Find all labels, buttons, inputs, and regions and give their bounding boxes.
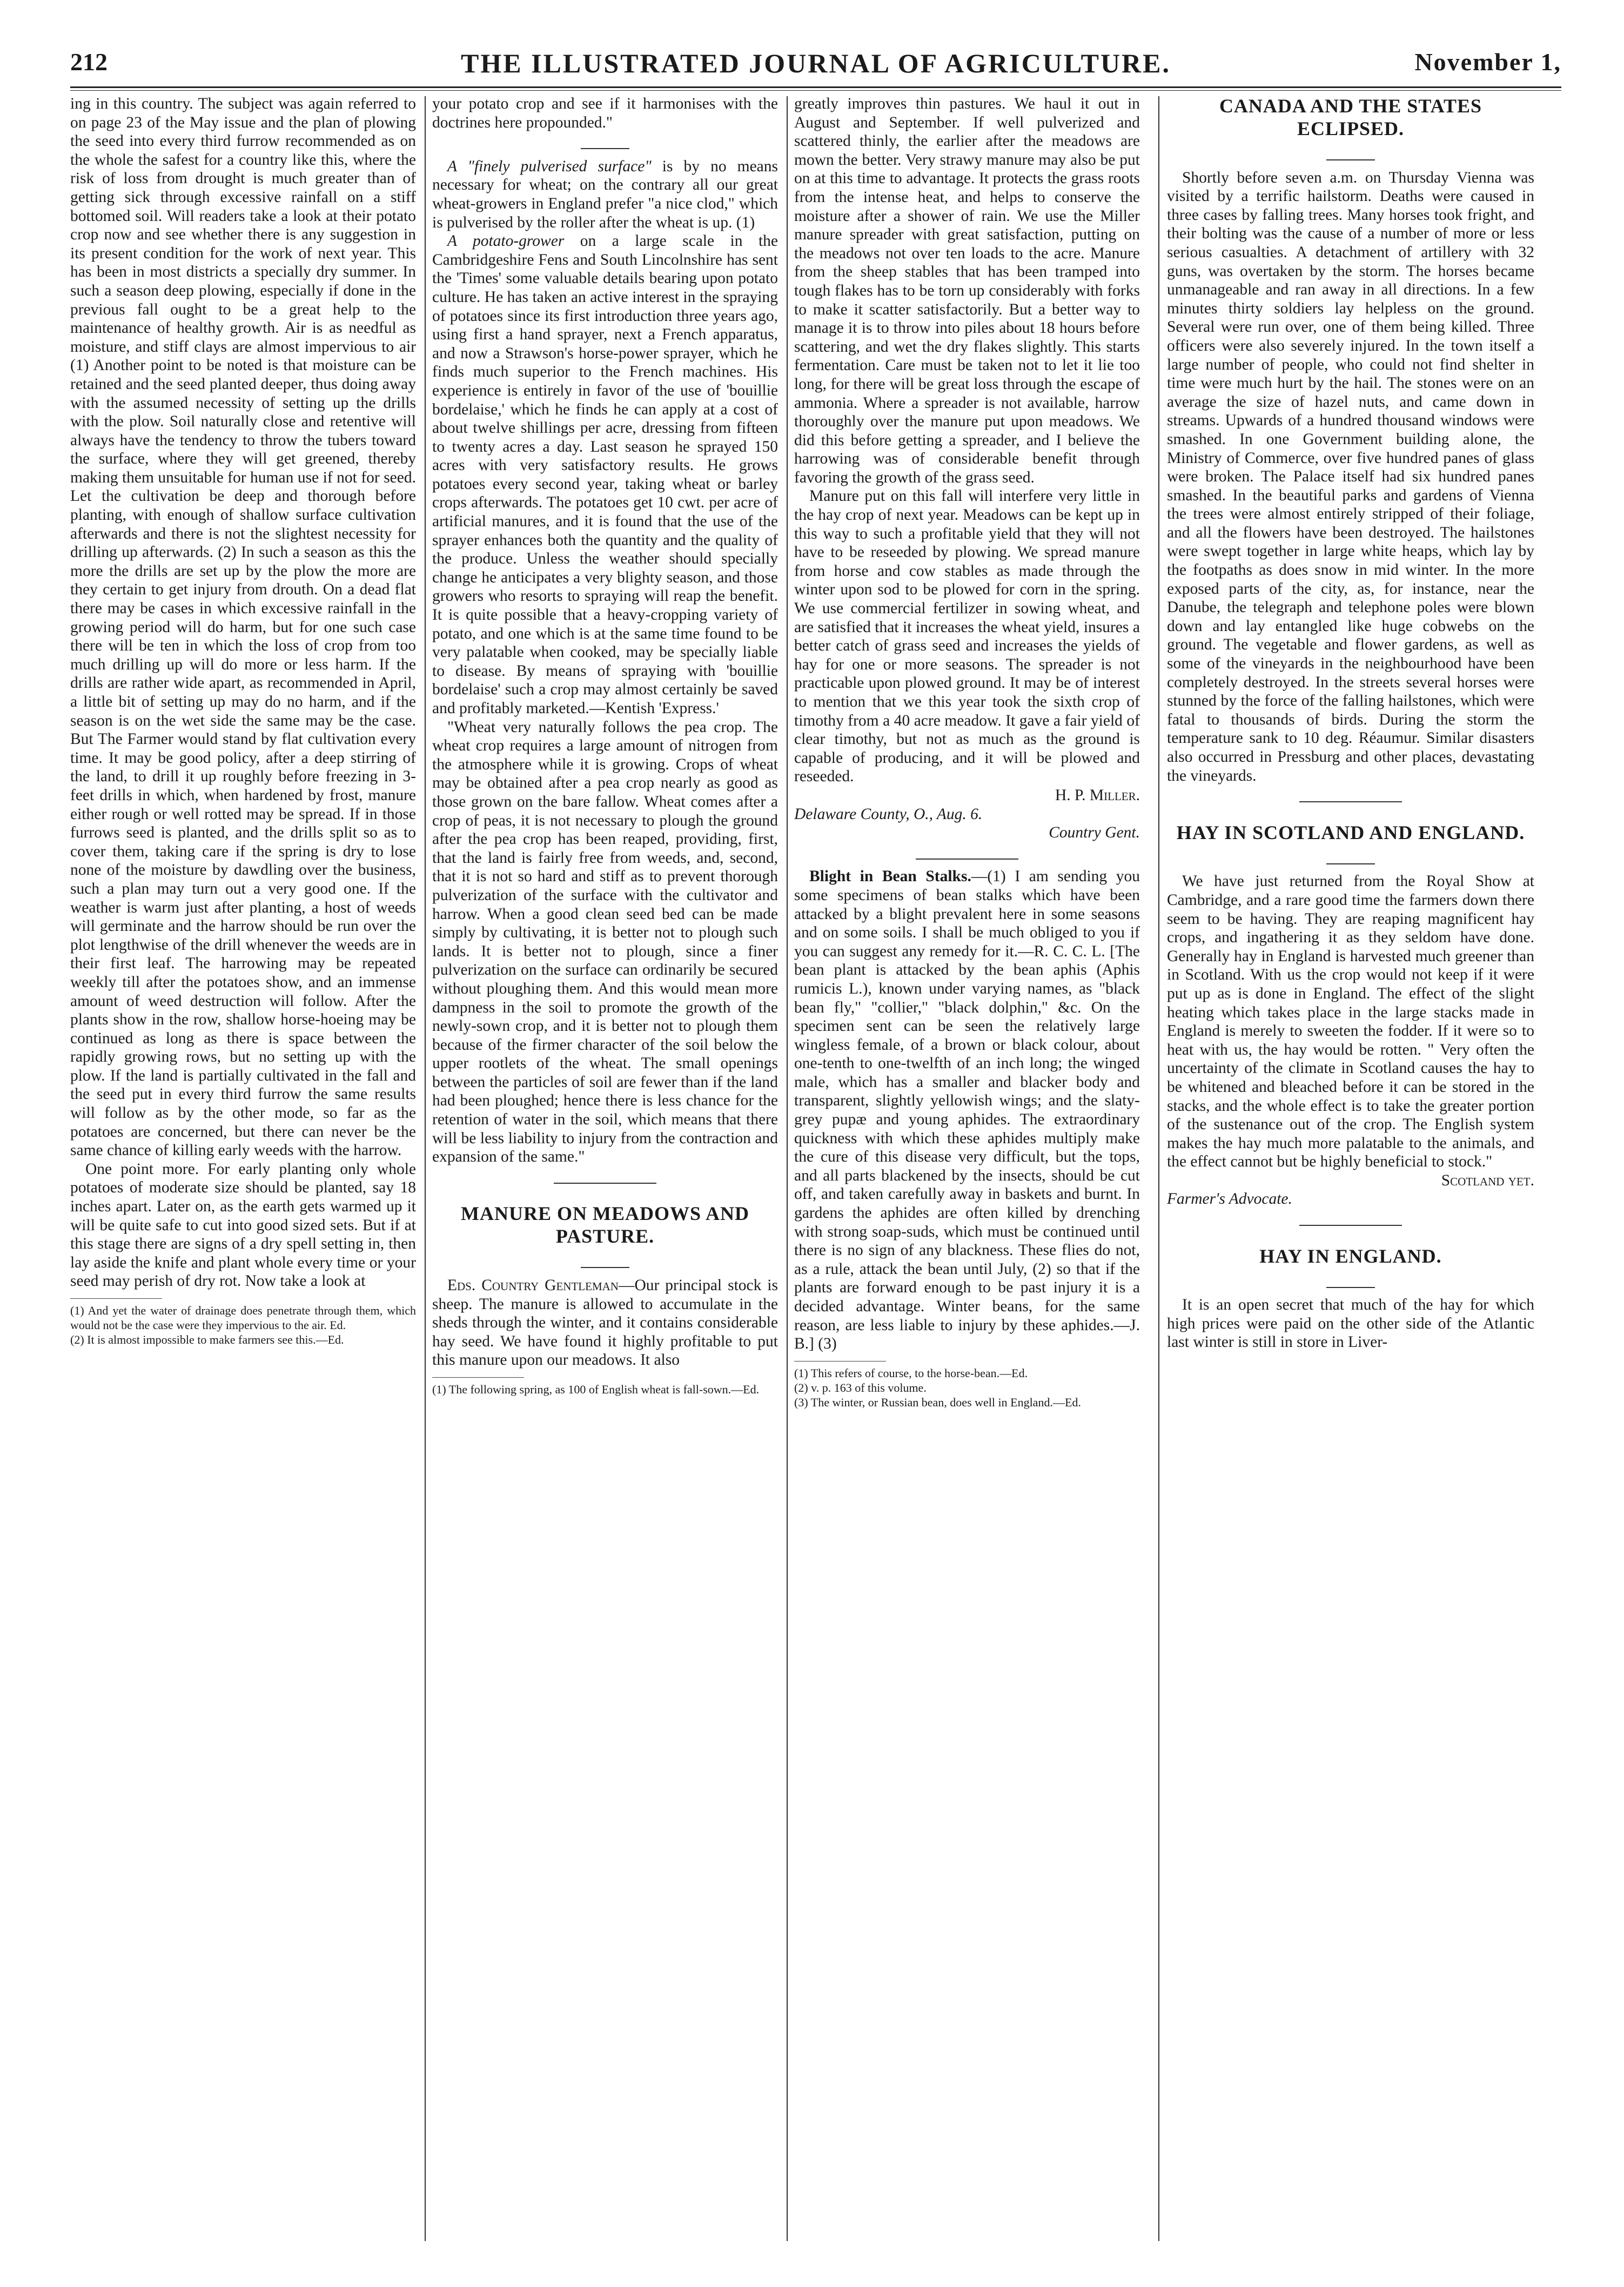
paragraph-body: —Our principal stock is sheep. The manure is allowed to accumulate in the sheds through the winter, and it contains considerable hay seed. We have found it highly profitable to put this manure upon our meadows. It also (432, 1277, 778, 1369)
separator-ornament (1167, 1274, 1534, 1293)
footnote: (3) The winter, or Russian bean, does well in England.—Ed. (794, 1395, 1081, 1409)
paragraph: your potato crop and see if it harmonises with the doctrines here propounded." (432, 95, 778, 131)
column-divider (787, 96, 788, 2241)
source-line: Delaware County, O., Aug. 6. (794, 805, 983, 823)
paragraph-body: —(1) I am sending you some specimens of bean stalks which have been attacked by a blight prevalent here in some seasons and on some soils. I shall be much obliged to you if you can suggest any remedy for it.—R. C. C. L. [The bean plant is attacked by the bean aphis (Aphis rumicis L.), known under varying names, as "black bean fly," "collier," "black dolphin," &c. On the specimen sent can be seen the relatively large wingless female, of a brown or black colour, about one-tenth to one-twelfth of an inch long; the winged male, which has a smaller and blacker body and transparent, slightly yellowish wings; and the slaty-grey pupæ and young aphides. The extraordinary quickness with which these aphides multiply make the cure of this disease very difficult, but the tops, and all parts blackened by the insects, should be cut off, and taken carefully away in baskets and burnt. In gardens the aphides are often killed by drenching with strong soap-suds, which must be continued until there is no sign of any blackness. These flies do not, as a rule, attack the bean until July, (2) so that if the plants are forward enough to be past injury it is a decided advantage. Winter beans, for the same reason, are less liable to injury by these aphides.—J. B.] (3) (794, 868, 1140, 1353)
column-2 (432, 95, 778, 2245)
article-heading: MANURE ON MEADOWS AND PASTURE. (461, 1203, 749, 1248)
paragraph (432, 1276, 778, 1370)
separator-ornament (1167, 146, 1534, 165)
footnote: (2) v. p. 163 of this volume. (794, 1380, 927, 1394)
column-1 (70, 95, 416, 2245)
footnote-rule (794, 1361, 886, 1362)
paragraph: Manure put on this fall will interfere very little in the hay crop of next year. Meadows can be kept up in this way to such a profitable yield that they will not have to be reseeded by plowing. We spread manure from horse and cow stables as made through the winter upon sod to be plowed for corn in the spring. We use commercial fertilizer in sowing wheat, and are satisfied that it increases the wheat yield, insures a better catch of grass seed and increases the yields of hay for one or more seasons. The spreader is not practicable upon plowed ground. It may be of interest to mention that we this year took the sixth crop of timothy from a 40 acre meadow. It gave a fair yield of clear timothy, but not as much as the ground is capable of producing, and it will be plowed and reseeded. (794, 487, 1140, 786)
source-credit: Country Gent. (1049, 824, 1140, 842)
paragraph (794, 867, 1140, 1353)
separator-ornament (1167, 788, 1534, 807)
paragraph-lead: A potato-grower (447, 232, 565, 250)
paragraph (432, 232, 778, 717)
paragraph (432, 157, 778, 232)
footnote: (1) This refers of course, to the horse-bean.—Ed. (794, 1366, 1028, 1380)
article-heading: CANADA AND THE STATES ECLIPSED. (1219, 95, 1482, 139)
separator-ornament (794, 846, 1140, 864)
footnote: (1) The following spring, as 100 of English wheat is fall-sown.—Ed. (432, 1383, 760, 1396)
page-header (70, 48, 1561, 102)
footnote: (1) And yet the water of drainage does penetrate through them, which would not be the case were they impervious to the air. Ed. (70, 1304, 416, 1332)
separator-ornament (1167, 1212, 1534, 1231)
paragraph: We have just returned from the Royal Show at Cambridge, and a rare good time the farmers down there seem to be having. They are reaping magnificent hay crops, and ingathering it as they seldom have done. Generally hay in England is harvested much greener than in Scotland. With us the crop would not keep if it were put up as is done in England. The effect of the slight heating which takes place in the large stacks made in England is merely to sweeten the fodder. If it were so to heat with us, the hay would be rotten. " Very often the uncertainty of the climate in Scotland causes the hay to be whitened and bleached before it can be stored in the stacks, and the whole effect is to take the greater portion of the sustenance out of the crop. The English system makes the hay much more palatable to the animals, and the effect cannot but be highly beneficial to stock." (1167, 873, 1534, 1171)
paragraph-lead: A "finely pulverised surface" (447, 157, 652, 175)
paragraph: It is an open secret that much of the hay for which high prices were paid on the other side of the Atlantic last winter is still in store in Liver- (1167, 1296, 1534, 1351)
paragraph-lead: Eds. Country Gentleman (447, 1277, 619, 1295)
paragraph-lead: Blight in Bean Stalks. (809, 868, 971, 886)
paragraph-body: on a large scale in the Cambridgeshire Fens and South Lincolnshire has sent the 'Times' some valuable details bearing upon potato culture. He has taken an active interest in the spraying of potatoes since its first introduction three years ago, using first a hand sprayer, next a French apparatus, and now a Strawson's horse-power sprayer, which he finds much superior to the French machines. His experience is entirely in favor of the use of 'bouillie bordelaise,' which he finds he can apply at a cost of about twelve shillings per acre, dressing from fifteen to twenty acres a day. Last season he sprayed 150 acres with very satisfactory results. He grows potatoes every second year, taking wheat or barley crops afterwards. The potatoes get 10 cwt. per acre of artificial manures, and it is found that the use of the sprayer enhances both the quantity and the quality of the produce. Unless the weather should specially change he anticipates a very blighty season, and those growers who resorts to spraying will reap the benefit. It is quite possible that a heavy-cropping variety of potato, and one which is at the same time found to be very palatable when cooked, may be specially liable to disease. By means of spraying with 'bouillie bordelaise' such a crop may almost certainly be saved and profitably marketed.—Kentish 'Express.' (432, 232, 778, 717)
column-divider (425, 96, 426, 2241)
paragraph: Shortly before seven a.m. on Thursday Vienna was visited by a terrific hailstorm. Deaths were caused in three cases by falling trees. Many horses took fright, and their bolting was the cause of a number of more or less serious casualties. A detachment of artillery with 32 guns, was overtaken by the storm. The horses became unmanageable and ran away in all directions. In a few minutes thirty soldiers lay helpless on the ground. Several were run over, one of them being killed. Three officers were also severely injured. In the town itself a large number of people, who could not find shelter in time were much hurt by the hail. The stones were on an average the size of hazel nuts, and came down in streams. Upwards of a hundred thousand windows were smashed. In one Government building alone, the Ministry of Commerce, over five hundred panes of glass were broken. The Palace itself had six hundred panes smashed. In the beautiful parks and gardens of Vienna the trees were almost entirely stripped of their foliage, and all the flowers have been destroyed. The hailstones were swept together in large white heaps, which lay by the footpaths as does snow in mid winter. In the more exposed parts of the city, as, for instance, near the Danube, the telegraph and telephone poles were blown down and lay entangled like huge cobwebs on the ground. The vegetable and flower gardens, as well as some of the vineyards in the neighbourhood have been completely destroyed. In the streets several horses were stunned by the force of the falling hailstones, which were fatal to thousands of birds. During the storm the temperature sank to 10 deg. Réaumur. Similar disasters also occurred in Pressburg and other places, devastating the vineyards. (1167, 169, 1534, 784)
source-credit: Farmer's Advocate. (1167, 1190, 1292, 1208)
paragraph: One point more. For early planting only whole potatoes of moderate size should be planted, say 18 inches apart. Later on, as the earth gets warmed up it will be quite safe to cut into good sized sets. But if at this stage there are signs of a dry spell setting in, then lay aside the knife and plant whole every time or your seed may perish of dry rot. Now take a look at (70, 1160, 416, 1290)
header-rule-thin (70, 90, 1561, 91)
paragraph: ing in this country. The subject was again referred to on page 23 of the May issue and the plan of plowing the seed into every third furrow recommended as on the whole the safest for a country like this, where the risk of loss from drought is much greater than of getting sick through excessive rainfall on a stiff bottomed soil. Will readers take a look at their potato crop now and see whether there is any suggestion in its present condition for the work of next year. This has been in most districts a specially dry summer. In such a season deep plowing, especially if done in the previous fall ought to be a great help to the maintenance of healthy growth. Air is as needful as moisture, and stiff clays are almost impervious to air (1) Another point to be noted is that moisture can be retained and the seed planted deeper, thus doing away with the assumed necessity of setting up the drills with the plow. Soil naturally close and retentive will always have the tendency to throw the tubers toward the surface, where they will get greened, thereby making them unsuitable for human use if not for seed. Let the cultivation be deep and thorough before planting, with enough of shallow surface cultivation afterwards and there is not the slightest necessity for drilling up afterwards. (2) In such a season as this the more the drills are set up by the plow the more are they certain to get injury from drouth. On a dead flat there may be cases in which excessive rainfall in the growing period will do harm, but for one such case there will be ten in which the loss of crop from too much drilling up will do more or less harm. If the drills are rather wide apart, as recommended in April, a little bit of setting up may do no harm, and if the season is on the wet side the same may be the case. But The Farmer would stand by flat cultivation every time. It may be good policy, after a deep stirring of the land, to drill it up roughly before freezing in 3-feet drills in which, when hardened by frost, manure either rough or well rotted may be spread. If in those furrows seed is planted, and the drills split so as to cover them, taking care if the spring is dry to lose none of the moisture by dawdling over the business, such a plan may turn out a very good one. If the weather is warm just after planting, a host of weeds will germinate and the harrow should be run over the plot lengthwise of the drill whenever the weeds are in their first leaf. The harrowing may be repeated weekly till after the potatoes show, and an immense amount of weed destruction will follow. After the plants show in the row, shallow horse-hoeing may be continued as long as there is space between the rapidly growing rows, but no setting up with the plow. If the land is partially cultivated in the fall and the seed put in every third furrow the same results will follow as by the other mode, so far as the potatoes are concerned, but there can never be the same chance of killing early weeds with the harrow. (70, 95, 416, 1159)
header-rule (70, 86, 1561, 88)
paragraph: "Wheat very naturally follows the pea crop. The wheat crop requires a large amount of nitrogen from the atmosphere while it is growing. Crops of wheat may be obtained after a pea crop nearly as good as those grown on the bare fallow. Wheat comes after a crop of peas, it is not necessary to plough the ground after the pea crop has been reaped, providing, first, that the land is fairly free from weeds, and, second, that it is not so hard and stiff as to prevent thorough pulverization of the surface with the cultivator and harrow. When a good clean seed bed can be made simply by cultivating, it is better not to plough such lands. It is better not to plough, since a finer pulverization on the surface can ordinarily be secured without ploughing them. And this would mean more dampness in the soil to promote the growth of the newly-sown crop, and it is better not to plough them because of the firmer character of the soil below the upper rootlets of the wheat. The small openings between the particles of soil are fewer than if the land had been ploughed; hence there is less chance for the retention of water in the soil, which means that there will be less liability to injury from the contraction and expansion of the same." (432, 718, 778, 1166)
column-4 (1167, 95, 1534, 2245)
separator-ornament (432, 1254, 778, 1273)
footnote-rule (70, 1298, 162, 1299)
separator-ornament (432, 1170, 778, 1189)
separator-ornament (432, 135, 778, 154)
footnote: (2) It is almost impossible to make farmers see this.—Ed. (70, 1333, 344, 1346)
column-3 (794, 95, 1140, 2245)
footnote-rule (432, 1377, 524, 1378)
paragraph-body: is by no means necessary for wheat; on the contrary all our great wheat-growers in England prefer "a nice clod," which is pulverised by the roller after the wheat is up. (1) (432, 157, 778, 231)
issue-date: November 1, (1414, 48, 1561, 76)
journal-title: THE ILLUSTRATED JOURNAL OF AGRICULTURE. (460, 48, 1171, 78)
article-heading: HAY IN SCOTLAND AND ENGLAND. (1176, 821, 1525, 843)
signature: Scotland yet. (1441, 1171, 1534, 1189)
column-divider (1158, 96, 1159, 2241)
paragraph: greatly improves thin pastures. We haul it out in August and September. If well pulverized and scattered thinly, the earlier after the meadows are mown the better. Very strawy manure may also be put on at this time to advantage. It protects the grass roots from the intense heat, and helps to conserve the moisture after a shower of rain. We use the Miller manure spreader with great satisfaction, putting on the meadows not over ten loads to the acre. Manure from the sheep stables that has been tramped into tough flakes has to be torn up considerably with forks to make it scatter satisfactorily. But a better way to manage it is to throw into piles about 18 hours before scattering, and wet the dry flakes slightly. This starts fermentation. Care must be taken not to let it lie too long, for there will be great loss through the escape of ammonia. Where a spreader is not available, harrow thoroughly over the manure put upon meadows. We did this before getting a spreader, and I believe the harrowing was of considerable benefit through favoring the growth of the grass seed. (794, 95, 1140, 486)
article-heading: HAY IN ENGLAND. (1259, 1245, 1442, 1267)
separator-ornament (1167, 850, 1534, 869)
signature: H. P. Miller. (1055, 786, 1140, 804)
page-number: 212 (70, 48, 108, 76)
